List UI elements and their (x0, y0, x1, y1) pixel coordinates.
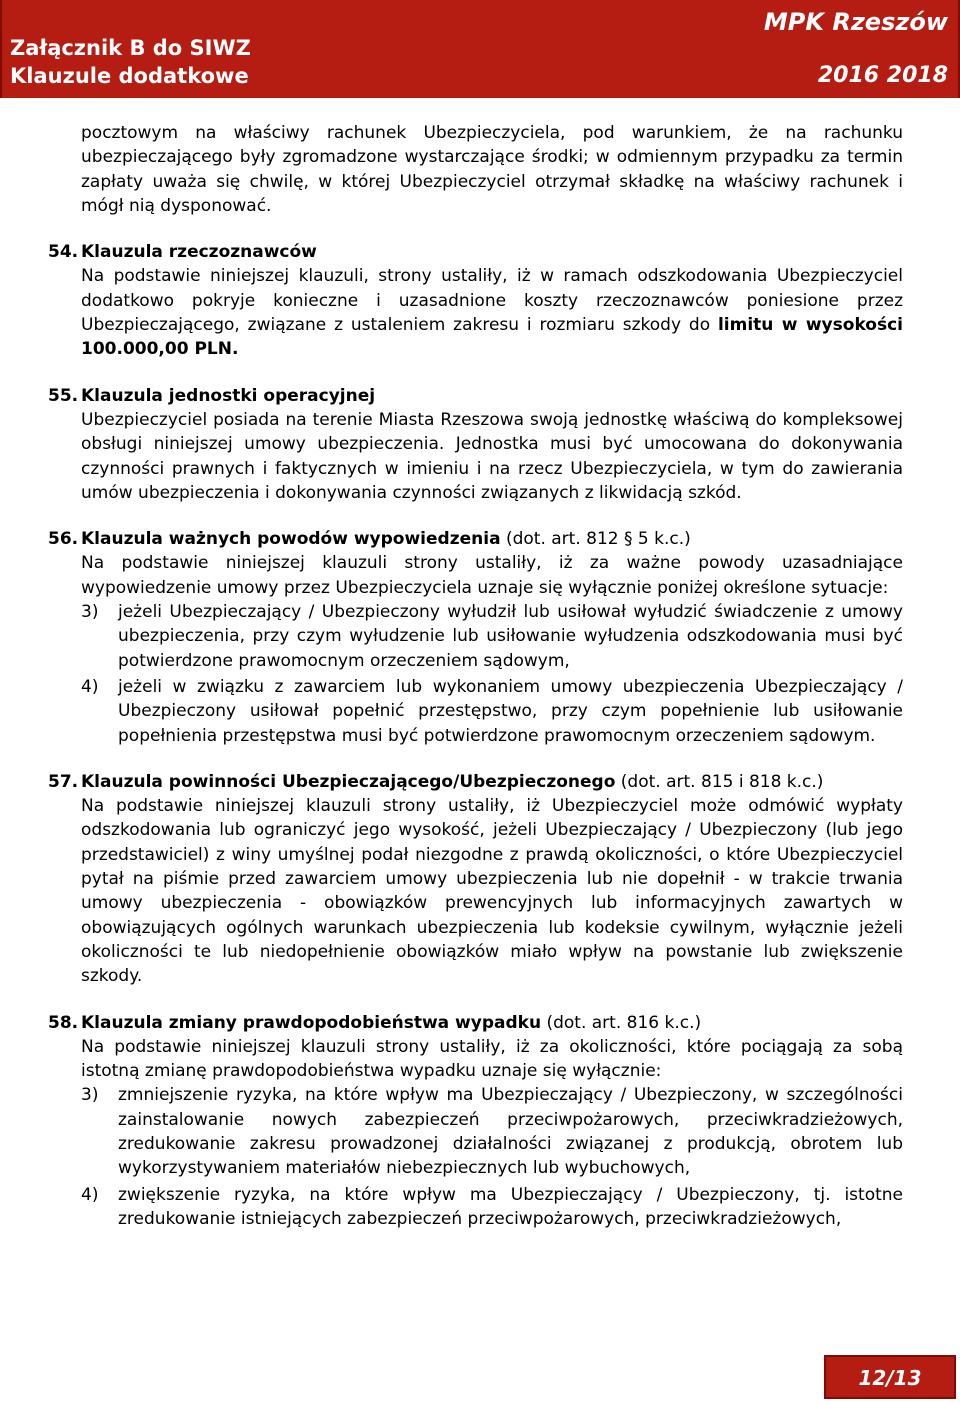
clause-list (81, 1083, 903, 1231)
clause-heading (48, 1011, 903, 1035)
clause-text: Na podstawie niniejszej klauzuli, strony ustaliły, iż w ramach odszkodowania Ubezpieczyciel dodatkowo pokryje konieczne i uzasadnione koszty rzeczoznawców poniesione przez Ubezpieczającego, związane z ustaleniem zakresu i rozmiaru szkody do (81, 266, 903, 336)
list-item (81, 675, 903, 748)
clause-heading (48, 384, 903, 408)
clause-title: Klauzula ważnych powodów wypowiedzenia (81, 529, 501, 550)
clause-heading (48, 240, 903, 264)
clause-number: 54. (48, 242, 79, 263)
list-item-text: zmniejszenie ryzyka, na które wpływ ma Ubezpieczający / Ubezpieczony, w szczególności zainstalowanie nowych zabezpieczeń przeciwpożarowych, przeciwkradzieżowych, zredukowanie zakresu prowadzonej działalności związanej z produkcją, obrotem lub wykorzystywaniem materiałów niebezpiecznych lub wybuchowych, (118, 1085, 903, 1179)
document-years: 2016 2018 (817, 63, 948, 88)
clause-54 (48, 240, 903, 361)
clause-58 (48, 1011, 903, 1232)
clause-57 (48, 770, 903, 989)
list-item (81, 1183, 903, 1232)
list-item-number: 4) (81, 676, 99, 697)
clause-body: Na podstawie niniejszej klauzuli strony ustaliły, iż za ważne powody uzasadniające wypowiedzenie umowy przez Ubezpieczyciela uznaje się wyłącznie poniżej określone sytuacje: (81, 553, 903, 598)
clause-title: Klauzula powinności Ubezpieczającego/Ubezpieczonego (81, 771, 616, 792)
clause-body: Na podstawie niniejszej klauzuli strony ustaliły, iż Ubezpieczyciel może odmówić wypłaty odszkodowania lub ograniczyć jego wysokość, jeżeli Ubezpieczający / Ubezpieczony (lub jego przedstawiciel) z winy umyślnej podał niezgodne z prawdą okoliczności, o które Ubezpieczyciel pytał na piśmie przed zawarciem umowy ubezpieczenia lub nie dopełnił - w trakcie trwania umowy ubezpieczenia - obowiązków prewencyjnych lub informacyjnych zawartych w obowiązujących ogólnych warunkach ubezpieczenia lub kodeksie cywilnym, wyłącznie jeżeli okoliczności te lub niedopełnienie obowiązków miało wpływ na powstanie lub zwiększenie szkody. (81, 796, 903, 987)
list-item-text: zwiększenie ryzyka, na które wpływ ma Ubezpieczający / Ubezpieczony, tj. istotne zredukowanie istniejących zabezpieczeń przeciwpożarowych, przeciwkradzieżowych, (118, 1184, 903, 1229)
clause-title: Klauzula zmiany prawdopodobieństwa wypadku (81, 1012, 542, 1033)
clause-56 (48, 527, 903, 748)
clause-55 (48, 384, 903, 505)
clause-title: Klauzula rzeczoznawców (81, 242, 317, 263)
clause-heading (48, 527, 903, 551)
clause-list (81, 600, 903, 748)
clause-reference: (dot. art. 815 i 818 k.c.) (615, 771, 824, 792)
clause-number: 55. (48, 385, 79, 406)
clause-limit: limitu w wysokości 100.000,00 PLN. (81, 315, 903, 360)
document-body (48, 121, 903, 1231)
list-item (81, 600, 903, 673)
list-item-number: 3) (81, 1085, 99, 1106)
list-item-text: jeżeli w związku z zawarciem lub wykonaniem umowy ubezpieczenia Ubezpieczający / Ubezpieczony usiłował popełnić przestępstwo, przy czym popełnienie lub usiłowanie popełnienia przestępstwa musi być potwierdzone prawomocnym orzeczeniem sądowym. (118, 676, 903, 746)
organization-name: MPK Rzeszów (763, 8, 948, 36)
clause-reference: (dot. art. 816 k.c.) (541, 1012, 702, 1033)
list-item-number: 3) (81, 602, 99, 623)
clause-body (81, 264, 903, 361)
list-item-text: jeżeli Ubezpieczający / Ubezpieczony wyłudził lub usiłował wyłudzić świadczenie z umowy ubezpieczenia, przy czym wyłudzenie lub usiłowanie wyłudzenia odszkodowania musi być potwierdzone prawomocnym orzeczeniem sądowym, (118, 602, 903, 671)
clause-number: 58. (48, 1012, 79, 1033)
clause-number: 56. (48, 529, 79, 550)
document-title: Załącznik B do SIWZ (10, 36, 251, 60)
page-header (0, 0, 960, 98)
page-number-badge (824, 1355, 956, 1399)
clause-number: 57. (48, 771, 79, 792)
list-item (81, 1083, 903, 1180)
clause-title: Klauzula jednostki operacyjnej (81, 385, 376, 406)
clause-heading (48, 770, 903, 794)
clause-body: Na podstawie niniejszej klauzuli strony ustaliły, iż za okoliczności, które pociągają za sobą istotną zmianę prawdopodobieństwa wypadku uznaje się wyłącznie: (81, 1036, 903, 1082)
page-number: 12/13 (858, 1366, 922, 1390)
clause-body: Ubezpieczyciel posiada na terenie Miasta Rzeszowa swoją jednostkę właściwą do kompleksowej obsługi niniejszej umowy ubezpieczenia. Jednostka musi być umocowana do dokonywania czynności prawnych i faktycznych w imieniu i na rzecz Ubezpieczyciela, w tym do zawierania umów ubezpieczenia i dokonywania czynności związanych z likwidacją szkód. (81, 409, 903, 503)
list-item-number: 4) (81, 1184, 99, 1205)
intro-paragraph: pocztowym na właściwy rachunek Ubezpieczyciela, pod warunkiem, że na rachunku ubezpieczającego były zgromadzone wystarczające środki; w odmiennym przypadku za termin zapłaty uważa się chwilę, w której Ubezpieczyciel otrzymał składkę na właściwy rachunek i mógł nią dysponować. (81, 123, 903, 216)
clause-reference: (dot. art. 812 § 5 k.c.) (500, 529, 691, 550)
document-subtitle: Klauzule dodatkowe (10, 64, 249, 88)
